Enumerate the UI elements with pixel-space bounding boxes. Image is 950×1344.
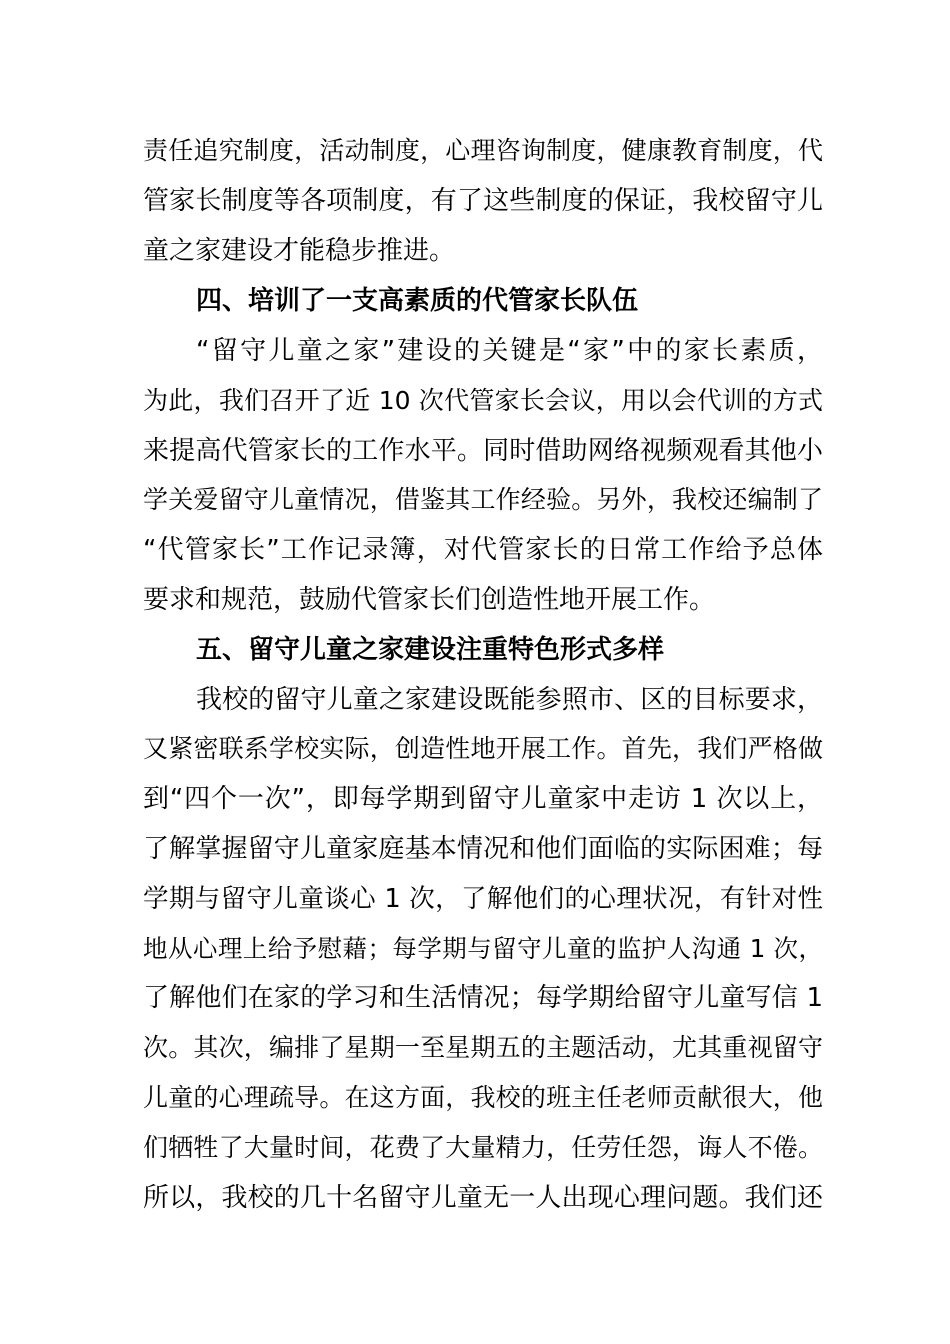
section-heading-5: 五、留守儿童之家建设注重特色形式多样 — [196, 635, 665, 665]
body-text-line: 次。其次，编排了星期一至星期五的主题活动，尤其重视留守 — [143, 1033, 823, 1062]
body-text-line: 了解他们在家的学习和生活情况；每学期给留守儿童写信 1 — [143, 983, 823, 1013]
body-text-line: 所以，我校的几十名留守儿童无一人出现心理问题。我们还 — [143, 1183, 823, 1213]
body-text-line: 管家长制度等各项制度，有了这些制度的保证，我校留守儿 — [143, 186, 823, 216]
body-text-line: “代管家长”工作记录簿，对代管家长的日常工作给予总体 — [143, 535, 823, 565]
body-text-line: 地从心理上给予慰藉；每学期与留守儿童的监护人沟通 1 次， — [143, 934, 823, 963]
body-text-line: 来提高代管家长的工作水平。同时借助网络视频观看其他小 — [143, 436, 823, 466]
body-text-line: 学期与留守儿童谈心 1 次，了解他们的心理状况，有针对性 — [143, 884, 823, 914]
body-text-line: 了解掌握留守儿童家庭基本情况和他们面临的实际困难；每 — [143, 834, 823, 864]
body-text-line: 到“四个一次”，即每学期到留守儿童家中走访 1 次以上， — [143, 784, 823, 814]
body-text-line: 学关爱留守儿童情况，借鉴其工作经验。另外，我校还编制了 — [143, 485, 823, 514]
body-text-line: 们牺牲了大量时间，花费了大量精力，任劳任怨，诲人不倦。 — [143, 1133, 823, 1162]
body-text-line: 要求和规范，鼓励代管家长们创造性地开展工作。 — [143, 585, 716, 615]
body-text-line: 为此，我们召开了近 10 次代管家长会议，用以会代训的方式 — [143, 386, 823, 415]
section-heading-4: 四、培训了一支高素质的代管家长队伍 — [196, 286, 639, 316]
paragraph-first-line: “留守儿童之家”建设的关键是“家”中的家长素质， — [196, 336, 823, 366]
body-text-line: 责任追究制度，活动制度，心理咨询制度，健康教育制度，代 — [143, 136, 823, 165]
body-text-line: 儿童的心理疏导。在这方面，我校的班主任老师贡献很大，他 — [143, 1083, 823, 1112]
body-text-line: 又紧密联系学校实际，创造性地开展工作。首先，我们严格做 — [143, 734, 823, 763]
paragraph-first-line: 我校的留守儿童之家建设既能参照市、区的目标要求， — [196, 685, 823, 715]
body-text-line: 童之家建设才能稳步推进。 — [143, 236, 456, 266]
